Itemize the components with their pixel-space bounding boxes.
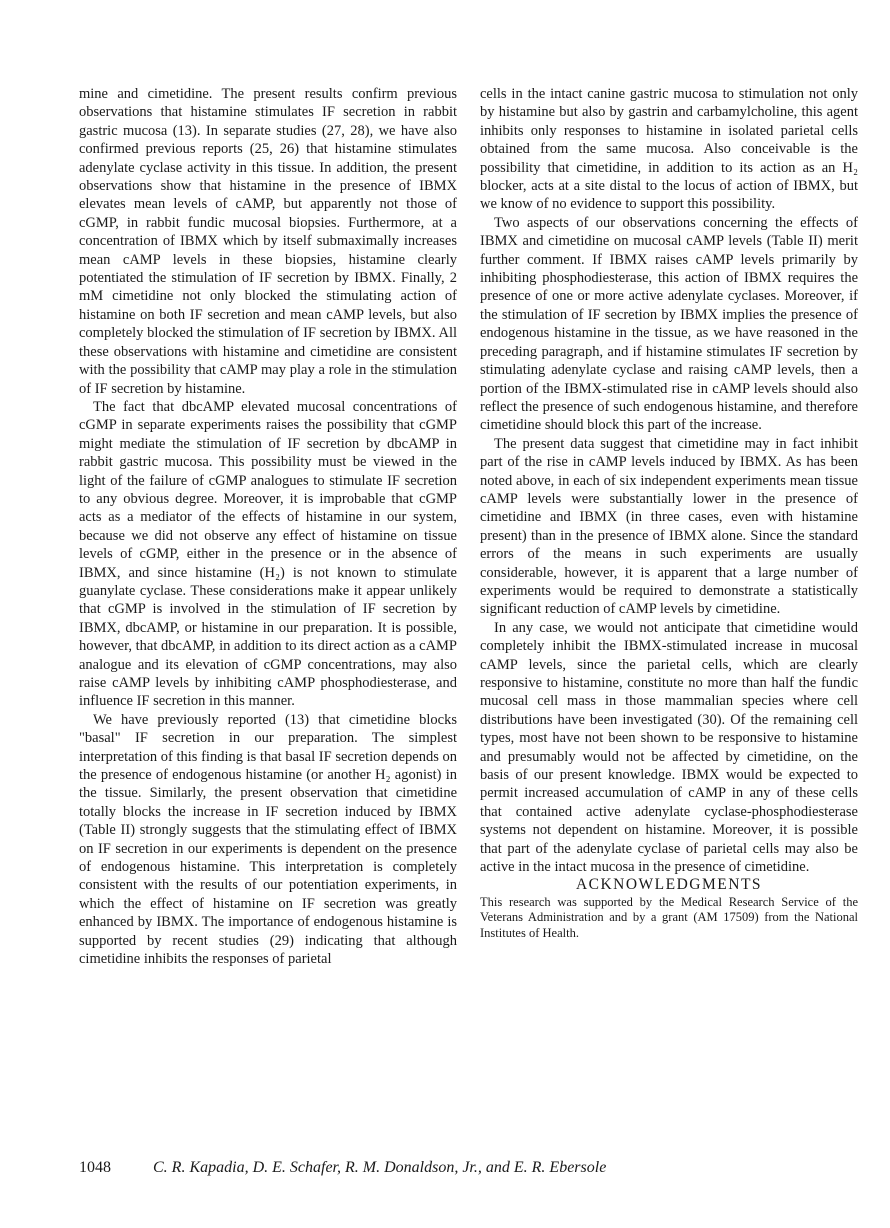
paragraph: In any case, we would not anticipate that cimetidine would completely inhibit the IBMX-stimulated increase in mucosal cAMP levels, since the parietal cells, which are clearly responsive to histamine, constitute no more than half the fundic mucosal cell mass in those mammalian species where cell distributions have been investigated (30). Of the remaining cell types, most have not been shown to be responsive to histamine and presumably would not be affected by cimetidine, on the basis of our present knowledge. IBMX would be expected to permit increased accumulation of cAMP in any of these cells that contained active adenylate cyclase-phosphodiesterase systems not dependent on histamine. Moreover, it is possible that part of the adenylate cyclase of parietal cells may also be active in the intact mucosa in the presence of cimetidine. (480, 619, 858, 876)
left-column (79, 85, 457, 969)
acknowledgments-text: This research was supported by the Medical Research Service of the Veterans Administration and by a grant (AM 17509) from the National Institutes of Health. (480, 894, 858, 940)
acknowledgments-heading: ACKNOWLEDGMENTS (575, 876, 763, 894)
paragraph: mine and cimetidine. The present results confirm previous observations that histamine stimulates IF secretion in rabbit gastric mucosa (13). In separate studies (27, 28), we have also confirmed previous reports (25, 26) that histamine stimulates adenylate cyclase activity in this tissue. In addition, the present observations show that histamine in the presence of IBMX elevates mean levels of cAMP, but apparently not those of cGMP, in rabbit fundic mucosal biopsies. Furthermore, at a concentration of IBMX which by itself submaximally increases mean cAMP levels in these biopsies, histamine clearly potentiated the stimulation of IF secretion by IBMX. Finally, 2 mM cimetidine not only blocked the stimulating action of histamine on both IF secretion and mean cAMP levels, but also completely blocked the stimulation of IF secretion by IBMX. All these observations with histamine and cimetidine are consistent with the possibility that cAMP may play a role in the stimulation of IF secretion by histamine. (79, 86, 457, 397)
right-column (480, 85, 858, 941)
paragraph: cells in the intact canine gastric mucosa to stimulation not only by histamine but also by gastrin and carbamylcholine, this agent inhibits only responses to histamine in isolated parietal cells obtained from the same mucosa. Also conceivable is the possibility that cimetidine, in addition to its action as an H₂ blocker, acts at a site distal to the locus of action of IBMX, but we know of no evidence to support this possibility. (480, 86, 858, 213)
author-line: C. R. Kapadia, D. E. Schafer, R. M. Donaldson, Jr., and E. R. Ebersole (153, 1159, 607, 1176)
paragraph: The present data suggest that cimetidine may in fact inhibit part of the rise in cAMP levels induced by IBMX. As has been noted above, in each of six independent experiments mean tissue cAMP levels were substantially lower in the presence of cimetidine and IBMX (in three cases, even with histamine present) than in the presence of IBMX alone. Since the standard errors of the means in such experiments are usually considerable, however, it is apparent that a large number of experiments would be required to demonstrate a statistically significant reduction of cAMP levels by cimetidine. (480, 435, 858, 618)
page-footer (79, 1159, 859, 1177)
paragraph: The fact that dbcAMP elevated mucosal concentrations of cGMP in separate experiments raises the possibility that cGMP might mediate the stimulation of IF secretion by dbcAMP in rabbit gastric mucosa. This possibility must be viewed in the light of the failure of cGMP analogues to stimulate IF secretion to any obvious degree. Moreover, it is improbable that cGMP acts as a mediator of the effects of histamine in our system, because we did not observe any effect of histamine on tissue levels of cGMP, either in the presence or in the absence of IBMX, and since histamine (H₂) is not known to stimulate guanylate cyclase. These considerations make it appear unlikely that cGMP is involved in the stimulation of IF secretion by IBMX, dbcAMP, or histamine in our preparation. It is possible, however, that dbcAMP, in addition to its direct action as a cAMP analogue and its elevation of cGMP concentrations, may also raise cAMP levels by inhibiting cAMP phosphodiesterase, and influence IF secretion in this manner. (79, 398, 457, 710)
paragraph: Two aspects of our observations concerning the effects of IBMX and cimetidine on mucosal cAMP levels (Table II) merit further comment. If IBMX raises cAMP levels primarily by inhibiting phosphodiesterase, this action of IBMX requires the presence of one or more active adenylate cyclases. Moreover, if the stimulation of IF secretion by IBMX implies the presence of endogenous histamine in the tissue, as we have reasoned in the preceding paragraph, and if histamine stimulates IF secretion by stimulating adenylate cyclase and raising cAMP levels, then a portion of the IBMX-stimulated rise in cAMP levels should also reflect the presence of such endogenous histamine, and therefore cimetidine should block this part of the increase. (480, 214, 858, 434)
paragraph: We have previously reported (13) that cimetidine blocks "basal" IF secretion in our preparation. The simplest interpretation of this finding is that basal IF secretion depends on the presence of endogenous histamine (or another H₂ agonist) in the tissue. Similarly, the present observation that cimetidine totally blocks the increase in IF secretion induced by IBMX (Table II) strongly suggests that the stimulating effect of IBMX on IF secretion in our experiments is dependent on the presence of endogenous histamine. This interpretation is completely consistent with the results of our potentiation experiments, in which the effect of histamine on IF secretion was greatly enhanced by IBMX. The importance of endogenous histamine is supported by recent studies (29) indicating that although cimetidine inhibits the responses of parietal (79, 711, 457, 968)
page-number: 1048 (79, 1159, 111, 1176)
